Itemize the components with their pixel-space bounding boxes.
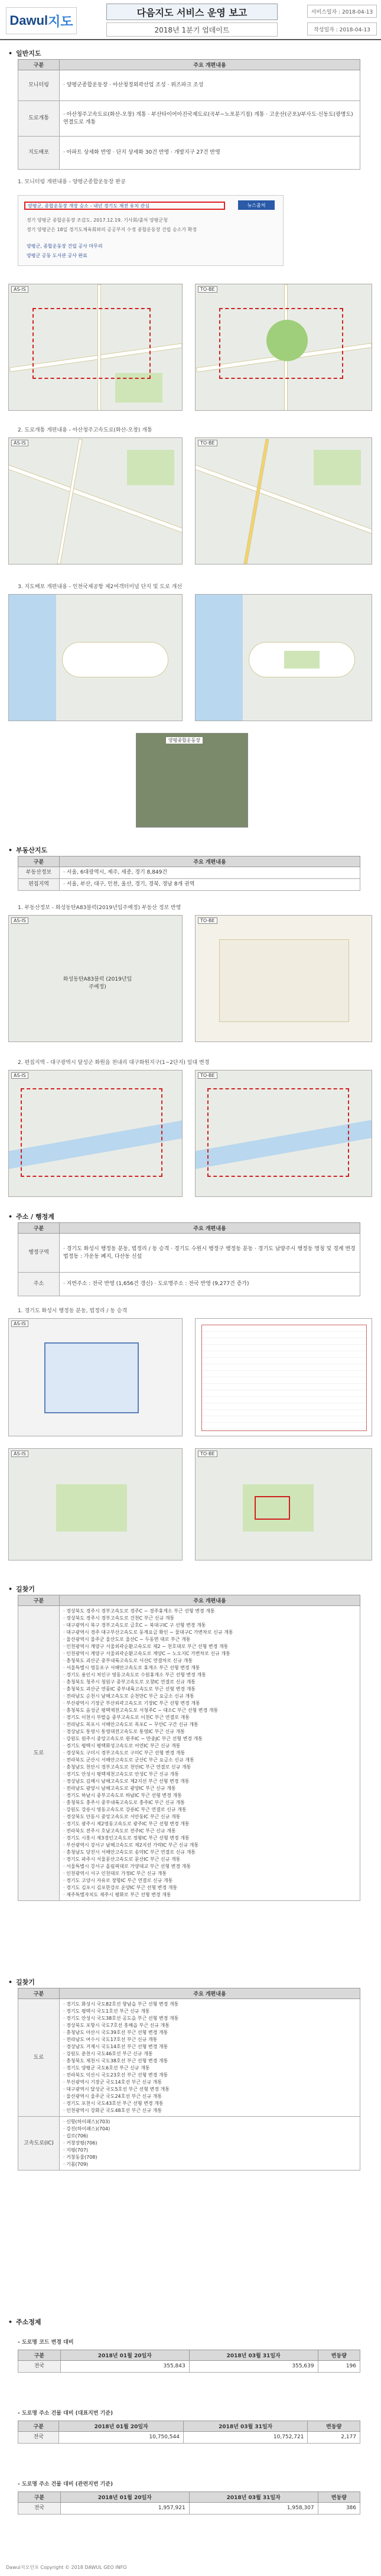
news-line: 경기 양평군 종합운동장 조감도. 2017.12.19. 기사회/출처 양평군청 — [27, 218, 168, 223]
list-item: · 전라북도 군산시 서해안고속도로 군산C 부근 요금소 신규 개통 — [63, 1757, 194, 1763]
table-row: 지도배포 · 아파트 상세화 반영 · 단지 상세화 30건 반영 · 개발지구 27건 반영 — [18, 137, 360, 170]
table-row: 전국 355,843 355,639 196 — [18, 2361, 360, 2373]
list-item: · 전라남도 여수시 국도17호선 부근 신규 개통 — [63, 2037, 158, 2042]
map-tobe-5: TO-BE — [195, 1070, 372, 1197]
item-road-open: 2. 도로개통 개편내용 - 아산청주고속도로(화산-오창) 개통 — [18, 427, 152, 433]
news-headline: 양평군, 종합운동장 개장 승소 - 내년 경기도 체전 유치 관심 — [24, 202, 225, 210]
stats-title: - 도로명 주소 건물 대비 (대표지번 기준) — [18, 2410, 113, 2416]
list-item: · 강원도 춘천시 국도46호선 부근 신규 개통 — [63, 2051, 153, 2056]
realestate-table: 구분 주요 개편내용 부동산정보 · 서울, 6대광역시, 제주, 세종, 경기 8,849건 편집지역 · 서울, 부산, 대구, 인천, 울산, 경기, 경북, 경남 8개 권역 — [18, 856, 360, 891]
table-row: 전국 1,957,921 1,958,307 386 — [18, 2503, 360, 2515]
list-item: · 경기도 안성시 평택제천고속도로 안성C 부근 신규 개통 — [63, 1772, 179, 1777]
list-item: · 서울특별시 강서구 올림픽대로 가양대교 부근 선형 변경 개통 — [63, 1864, 191, 1869]
list-item: · 경상남도 통영시 통영대전고속도로 통영IC 부근 신규 개통 — [63, 1729, 185, 1734]
list-item: · 전라남도 광양시 남해고속도로 광양IC 부근 신규 개통 — [63, 1786, 176, 1791]
footer: Dawul지오인포 Copyright © 2018 DAWUL GEO INFO — [6, 2565, 127, 2570]
news-link: 양평군 공동 도서관 공사 완료 — [27, 253, 87, 258]
address-table: 구분 주요 개편내용 행정구역 · 경기도 화성시 행정동 분동, 법정리 / 동 승격 · 경기도 수원시 행정구 행정동 분동 · 경기도 남양주시 행정동 명칭 및 경계 변경 법정동 : 가운동 폐지, 다산동 신설 주소 · 지번주소 : 전국 반영 (1,656건 갱신) · 도로명주소 : 전국 반영 (9,277건 증가) — [18, 1222, 360, 1296]
list-item: · 부산광역시 강서구 남해고속도로 제2지선 가락IC 부근 신규 개통 — [63, 1842, 199, 1848]
list-item: · 인천광역시 계양구 서울외곽순환고속도로 계양C ~ 노오지C 가변차로 신규 개통 — [63, 1651, 230, 1656]
table-row: 고속도로(IC) · 신항(하이패스)(703) · 강진(하이패스)(704) · 길로(706) · 거창장평(706) · 지평(707) · 거창동물(708) · 기몸(709) — [18, 2117, 360, 2171]
item-edit-area: 2. 편집지역 - 대구광역시 달성군 화원읍 천내리 대구화원지구(1~2단지) 일대 변경 — [18, 1060, 210, 1066]
table-row: 편집지역 · 서울, 부산, 대구, 인천, 울산, 경기, 경북, 경남 8개 권역 — [18, 879, 360, 891]
list-item: · 경상남도 김해시 남해고속도로 제2지선 부근 선형 변경 개통 — [63, 1779, 190, 1784]
ic-update-list — [60, 2117, 360, 2171]
map-district-asis: AS-IS — [8, 1318, 183, 1436]
road2-update-list — [60, 1999, 360, 2117]
list-item: · 제주특별자치도 제주시 평화로 부근 선형 변경 개통 — [63, 1892, 171, 1897]
list-item: · 경기도 양평군 국도6호선 부근 신규 개통 — [63, 2065, 150, 2071]
stats-table: 구분 2018년 01월 20일자 2018년 03월 31일자 변동량 전국 355,843 355,639 196 — [18, 2350, 360, 2373]
list-item: · 경상북도 안동시 중앙고속도로 서안동IC 부근 신규 개통 — [63, 1814, 181, 1819]
map-asis-4: AS-IS 화성동탄A83블럭 (2019년입주예정) — [8, 915, 183, 1042]
item-realestate-info: 1. 부동산정보 - 화성동탄A83블럭(2019년입주예정) 부동산 정보 반영 — [18, 905, 181, 911]
table-row: 도로 · 경기도 화성시 국도82호선 향남읍 부근 선형 변경 개통 · 경기도 평택시 국도1호선 부근 신규 개통 · 경기도 안성시 국도38호선 공도읍 부근 선형 변경 개통 · 경상북도 포항시 국도7호선 흥해읍 부근 신규 개통 · 충청남도 아산시 국도39호선 부근 선형 변경 개통 · 전라남도 여수시 국도17호선 부근 신규 개통 · 경상남도 거제시 국도14호선 부근 선형 변경 개통 · 강원도 춘천시 국도46호선 부근 신규 개통 · 충청북도 제천시 국도38호선 부근 선형 변경 개통 · 경기도 양평군 국도6호선 부근 신규 개통 · 전라북도 익산시 국도23호선 부근 선형 변경 개통 · 부산광역시 기장군 국도14호선 부근 신규 개통 · 대구광역시 달성군 국도5호선 부근 선형 변경 개통 · 울산광역시 울주군 국도24호선 부근 신규 개통 · 경기도 포천시 국도43호선 부근 선형 변경 개통 · 인천광역시 강화군 국도48호선 부근 신규 개통 — [18, 1999, 360, 2117]
list-item: · 전라남도 목포시 서해안고속도로 목포C ~ 무안C 구간 신규 개통 — [63, 1722, 198, 1727]
list-item: · 부산광역시 기장군 부산외곽고속도로 기장IC 부근 선형 변경 개통 — [63, 1701, 200, 1706]
list-item: · 충청북도 제천시 국도38호선 부근 선형 변경 개통 — [63, 2058, 168, 2064]
list-item: · 울산광역시 울주군 국도24호선 부근 신규 개통 — [63, 2094, 162, 2099]
report-header — [0, 0, 381, 40]
list-item: · 경기도 화성시 국도82호선 향남읍 부근 선형 변경 개통 — [63, 2001, 179, 2007]
map-tobe-6: TO-BE — [195, 1448, 372, 1560]
table-row: 도로 · 경상북도 경주시 경부고속도로 경주C ~ 경주휴게소 부근 선형 변경 개통 · 경상북도 경주시 경부고속도로 건천C 부근 신규 개통 · 대구광역시 북구 경부고속도로 금호C ~ 북대구IC 구 선형 변경 개통 · 대구광역시 경주 대구부산고속도로 동계요금 확인 ~ 물대구C 가변차로 신규 개통 · 울산광역시 울주군 울산도로 울산C ~ 두동면 대로 부근 개통 · 인천광역시 계양구 서울외곽순환고속도로 제2 ~ 천호대로 부근 선형 변경 개통 · 인천광역시 계양구 서울외곽순환고속도로 계양C ~ 노오지C 가변차로 신규 개통 · 충청북도 괴산군 중부내륙고속도로 서산C 연결차로 신규 개통 · 서울특별시 영등포구 서해안고속도로 휴게소 부근 선형 변경 개통 · 경기도 용인시 처인구 영동고속도로 수원휴게소 부근 선형 변경 개통 · 충청북도 청주시 청원구 중부고속도로 오창IC 연결로 신규 개통 · 충청북도 괴산군 연풍IC 중부내륙고속도로 부근 선형 변경 개통 · 전라남도 순천시 남해고속도로 순천만C 부근 요금소 신규 개통 · 부산광역시 기장군 부산외곽고속도로 기장IC 부근 선형 변경 개통 · 충청북도 음성군 평택제천고속도로 서청주C ~ 대소C 부근 선형 변경 개통 · 경기도 이천시 부발읍 중부고속도로 이천C 부근 연결로 개통 · 전라남도 목포시 서해안고속도로 목포C ~ 무안C 구간 신규 개통 · 경상남도 통영시 통영대전고속도로 통영IC 부근 신규 개통 · 강원도 원주시 중앙고속도로 원주IC ~ 만종JC 부근 선형 변경 개통 · 경기도 평택시 평택화성고속도로 어연IC 부근 신규 개통 · 경상북도 구미시 경부고속도로 구미C 부근 선형 변경 개통 · 전라북도 군산시 서해안고속도로 군산C 부근 요금소 신규 개통 · 충청남도 천안시 경부고속도로 천안IC 부근 연결로 신규 개통 · 경기도 안성시 평택제천고속도로 안성C 부근 신규 개통 · 경상남도 김해시 남해고속도로 제2지선 부근 선형 변경 개통 · 전라남도 광양시 남해고속도로 광양IC 부근 신규 개통 · 경기도 하남시 중부고속도로 하남IC 부근 선형 변경 개통 · 충청북도 충주시 중부내륙고속도로 충주IC 부근 신규 개통 · 강원도 강릉시 영동고속도로 강릉IC 부근 연결로 신규 개통 · 경상북도 안동시 중앙고속도로 서안동IC 부근 신규 개통 · 경기도 광주시 제2영동고속도로 광주IC 부근 선형 변경 개통 · 전라북도 전주시 호남고속도로 전주IC 부근 신규 개통 · 경기도 시흥시 제3경인고속도로 정왕IC 부근 선형 변경 개통 · 부산광역시 강서구 남해고속도로 제2지선 가락IC 부근 신규 개통 · 충청남도 당진시 서해안고속도로 송악IC 부근 연결로 신규 개통 · 경기도 파주시 서울문산고속도로 문산IC 부근 신규 개통 · 서울특별시 강서구 올림픽대로 가양대교 부근 선형 변경 개통 · 인천광역시 서구 인천대로 가정IC 부근 신규 개통 · 경기도 고양시 자유로 장항IC 부근 연결로 신규 개통 · 경기도 김포시 김포한강로 운양IC 부근 선형 변경 개통 · 제주특별자치도 제주시 평화로 부근 선형 변경 개통 — [18, 1606, 360, 1901]
table-row: 전국 10,750,544 10,752,721 2,177 — [18, 2432, 360, 2444]
news-capture — [18, 195, 284, 266]
list-item: · 거창장평(706) — [63, 2140, 97, 2146]
stadium-photo: 양평종합운동장 — [136, 733, 248, 828]
col-content: 주요 개편내용 — [60, 60, 360, 70]
stats-table: 구분 2018년 01월 20일자 2018년 03월 31일자 변동량 전국 1,957,921 1,958,307 386 — [18, 2491, 360, 2515]
item-monitoring: 1. 모니터링 개편내용 - 양평군종합운동장 완공 — [18, 179, 126, 185]
list-item: · 인천광역시 강화군 국도48호선 부근 신규 개통 — [63, 2108, 162, 2113]
list-item: · 경기도 하남시 중부고속도로 하남IC 부근 선형 변경 개통 — [63, 1793, 182, 1798]
list-item: · 경상북도 구미시 경부고속도로 구미C 부근 선형 변경 개통 — [63, 1750, 185, 1756]
list-item: · 경기도 포천시 국도43호선 부근 선형 변경 개통 — [63, 2101, 164, 2106]
company-logo: Dawul 지도 — [6, 7, 77, 34]
report-title: 다음지도 서비스 운영 보고 — [106, 4, 278, 20]
list-item: · 강원도 원주시 중앙고속도로 원주IC ~ 만종JC 부근 선형 변경 개통 — [63, 1736, 203, 1741]
list-item: · 경기도 평택시 국도1호선 부근 신규 개통 — [63, 2009, 150, 2014]
list-item: · 신항(하이패스)(703) — [63, 2119, 110, 2124]
general-map-table — [18, 59, 360, 170]
list-item: · 대구광역시 경주 대구부산고속도로 동계요금 확인 ~ 물대구C 가변차로 신규 개통 — [63, 1630, 233, 1635]
col-category: 구분 — [18, 60, 60, 70]
item-hwaseong: 1. 경기도 화성시 행정동 분동, 법정리 / 동 승격 — [18, 1308, 128, 1314]
item-map-update: 3. 지도배포 개편내용 - 인천국제공항 제2여객터미널 단지 및 도로 개선 — [18, 584, 183, 590]
map-asis-5: AS-IS — [8, 1070, 183, 1197]
list-item: · 충청북도 괴산군 연풍IC 중부내륙고속도로 부근 선형 변경 개통 — [63, 1686, 196, 1692]
list-item: · 길로(706) — [63, 2133, 89, 2139]
map-tobe-4: TO-BE — [195, 915, 372, 1042]
list-item: · 경기도 김포시 김포한강로 운양IC 부근 선형 변경 개통 — [63, 1885, 178, 1890]
list-item: · 대구광역시 달성군 국도5호선 부근 선형 변경 개통 — [63, 2087, 170, 2092]
list-item: · 지평(707) — [63, 2147, 89, 2153]
list-item: · 경상북도 경주시 경부고속도로 건천C 부근 신규 개통 — [63, 1615, 175, 1621]
list-item: · 충청남도 당진시 서해안고속도로 송악IC 부근 연결로 신규 개통 — [63, 1850, 196, 1855]
map-asis-3 — [8, 594, 183, 721]
directions-table-2: 구분 주요 개편내용 도로 · 경기도 화성시 국도82호선 향남읍 부근 선형 변경 개통 · 경기도 평택시 국도1호선 부근 신규 개통 · 경기도 안성시 국도38호선 공도읍 부근 선형 변경 개통 · 경상북도 포항시 국도7호선 흥해읍 부근 신규 개통 · 충청남도 아산시 국도39호선 부근 선형 변경 개통 · 전라남도 여수시 국도17호선 부근 신규 개통 · 경상남도 거제시 국도14호선 부근 선형 변경 개통 · 강원도 춘천시 국도46호선 부근 신규 개통 · 충청북도 제천시 국도38호선 부근 선형 변경 개통 · 경기도 양평군 국도6호선 부근 신규 개통 · 전라북도 익산시 국도23호선 부근 선형 변경 개통 · 부산광역시 기장군 국도14호선 부근 신규 개통 · 대구광역시 달성군 국도5호선 부근 선형 변경 개통 · 울산광역시 울주군 국도24호선 부근 신규 개통 · 경기도 포천시 국도43호선 부근 선형 변경 개통 · 인천광역시 강화군 국도48호선 부근 신규 개통 고속도로(IC) · 신항(하이패스)(703) · 강진(하이패스)(704) · 길로(706) · 거창장평(706) · 지평(707) · 거창동물(708) · 기몸(709) — [18, 1988, 360, 2171]
directions-table: 구분 주요 개편내용 도로 · 경상북도 경주시 경부고속도로 경주C ~ 경주휴게소 부근 선형 변경 개통 · 경상북도 경주시 경부고속도로 건천C 부근 신규 개통 · 대구광역시 북구 경부고속도로 금호C ~ 북대구IC 구 선형 변경 개통 · 대구광역시 경주 대구부산고속도로 동계요금 확인 ~ 물대구C 가변차로 신규 개통 · 울산광역시 울주군 울산도로 울산C ~ 두동면 대로 부근 개통 · 인천광역시 계양구 서울외곽순환고속도로 제2 ~ 천호대로 부근 선형 변경 개통 · 인천광역시 계양구 서울외곽순환고속도로 계양C ~ 노오지C 가변차로 신규 개통 · 충청북도 괴산군 중부내륙고속도로 서산C 연결차로 신규 개통 · 서울특별시 영등포구 서해안고속도로 휴게소 부근 선형 변경 개통 · 경기도 용인시 처인구 영동고속도로 수원휴게소 부근 선형 변경 개통 · 충청북도 청주시 청원구 중부고속도로 오창IC 연결로 신규 개통 · 충청북도 괴산군 연풍IC 중부내륙고속도로 부근 선형 변경 개통 · 전라남도 순천시 남해고속도로 순천만C 부근 요금소 신규 개통 · 부산광역시 기장군 부산외곽고속도로 기장IC 부근 선형 변경 개통 · 충청북도 음성군 평택제천고속도로 서청주C ~ 대소C 부근 선형 변경 개통 · 경기도 이천시 부발읍 중부고속도로 이천C 부근 연결로 개통 · 전라남도 목포시 서해안고속도로 목포C ~ 무안C 구간 신규 개통 · 경상남도 통영시 통영대전고속도로 통영IC 부근 신규 개통 · 강원도 원주시 중앙고속도로 원주IC ~ 만종JC 부근 선형 변경 개통 · 경기도 평택시 평택화성고속도로 어연IC 부근 신규 개통 · 경상북도 구미시 경부고속도로 구미C 부근 선형 변경 개통 · 전라북도 군산시 서해안고속도로 군산C 부근 요금소 신규 개통 · 충청남도 천안시 경부고속도로 천안IC 부근 연결로 신규 개통 · 경기도 안성시 평택제천고속도로 안성C 부근 신규 개통 · 경상남도 김해시 남해고속도로 제2지선 부근 선형 변경 개통 · 전라남도 광양시 남해고속도로 광양IC 부근 신규 개통 · 경기도 하남시 중부고속도로 하남IC 부근 선형 변경 개통 · 충청북도 충주시 중부내륙고속도로 충주IC 부근 신규 개통 · 강원도 강릉시 영동고속도로 강릉IC 부근 연결로 신규 개통 · 경상북도 안동시 중앙고속도로 서안동IC 부근 신규 개통 · 경기도 광주시 제2영동고속도로 광주IC 부근 선형 변경 개통 · 전라북도 전주시 호남고속도로 전주IC 부근 신규 개통 · 경기도 시흥시 제3경인고속도로 정왕IC 부근 선형 변경 개통 · 부산광역시 강서구 남해고속도로 제2지선 가락IC 부근 신규 개통 · 충청남도 당진시 서해안고속도로 송악IC 부근 연결로 신규 개통 · 경기도 파주시 서울문산고속도로 문산IC 부근 신규 개통 · 서울특별시 강서구 올림픽대로 가양대교 부근 선형 변경 개통 · 인천광역시 서구 인천대로 가정IC 부근 신규 개통 · 경기도 고양시 자유로 장항IC 부근 연결로 신규 개통 · 경기도 김포시 김포한강로 운양IC 부근 선형 변경 개통 · 제주특별자치도 제주시 평화로 부근 선형 변경 개통 — [18, 1595, 360, 1901]
section-address: • 주소 / 행정계 — [8, 1212, 54, 1221]
list-item: · 거창동물(708) — [63, 2155, 97, 2160]
list-item: · 경상남도 거제시 국도14호선 부근 선형 변경 개통 — [63, 2044, 168, 2049]
table-row: 도로개통 · 아산청주고속도로(화산-오창) 개통 · 부산타이어아진국제도로(곡부~노포분기점) 개통 · 고운산(군포)/부사도·신동도(광명도) 연결도로 개통 — [18, 101, 360, 137]
map-label: 화성동탄A83블럭 (2019년입주예정) — [63, 976, 132, 990]
list-item: · 인천광역시 서구 인천대로 가정IC 부근 신규 개통 — [63, 1871, 167, 1876]
table-row: 주소 · 지번주소 : 전국 반영 (1,656건 갱신) · 도로명주소 : 전국 반영 (9,277건 증가) — [18, 1273, 360, 1296]
table-row: 부동산정보 · 서울, 6대광역시, 제주, 세종, 경기 8,849건 — [18, 867, 360, 879]
road-update-list — [60, 1606, 360, 1901]
list-item: · 대구광역시 북구 경부고속도로 금호C ~ 북대구IC 구 선형 변경 개통 — [63, 1623, 206, 1628]
written-date: 작성일자 : 2018-04-13 — [307, 22, 377, 35]
list-item: · 경기도 평택시 평택화성고속도로 어연IC 부근 신규 개통 — [63, 1743, 181, 1748]
district-table-image — [195, 1318, 372, 1436]
table-row: 행정구역 · 경기도 화성시 행정동 분동, 법정리 / 동 승격 · 경기도 수원시 행정구 행정동 분동 · 경기도 남양주시 행정동 명칭 및 경계 변경 법정동 : 가운동 폐지, 다산동 신설 — [18, 1234, 360, 1273]
map-tobe-3 — [195, 594, 372, 721]
list-item: · 경기도 시흥시 제3경인고속도로 정왕IC 부근 선형 변경 개통 — [63, 1835, 190, 1841]
map-asis-1: AS-IS — [8, 284, 183, 411]
list-item: · 충청북도 음성군 평택제천고속도로 서청주C ~ 대소C 부근 선형 변경 개통 — [63, 1708, 219, 1713]
list-item: · 충청북도 충주시 중부내륙고속도로 충주IC 부근 신규 개통 — [63, 1800, 185, 1805]
stats-title: - 도로명 주소 건물 대비 (관련지번 기준) — [18, 2481, 113, 2487]
list-item: · 인천광역시 계양구 서울외곽순환고속도로 제2 ~ 천호대로 부근 선형 변경 개통 — [63, 1644, 229, 1649]
service-date: 서비스일자 : 2018-04-13 — [307, 5, 377, 18]
list-item: · 전라남도 순천시 남해고속도로 순천만C 부근 요금소 신규 개통 — [63, 1693, 194, 1699]
section-directions: • 길찾기 — [8, 1584, 35, 1594]
section-address-clean: • 주소정제 — [8, 2317, 41, 2327]
section-general-map: • 일반지도 — [8, 48, 41, 58]
list-item: · 강진(하이패스)(704) — [63, 2126, 110, 2131]
list-item: · 전라북도 익산시 국도23호선 부근 선형 변경 개통 — [63, 2072, 168, 2078]
list-item: · 경상북도 포항시 국도7호선 흥해읍 부근 신규 개통 — [63, 2023, 170, 2028]
map-tobe-2: TO-BE — [195, 437, 372, 564]
list-item: · 경기도 이천시 부발읍 중부고속도로 이천C 부근 연결로 개통 — [63, 1715, 190, 1720]
map-tobe-1: TO-BE — [195, 284, 372, 411]
list-item: · 경상북도 경주시 경부고속도로 경주C ~ 경주휴게소 부근 선형 변경 개통 — [63, 1608, 215, 1614]
list-item: · 경기도 고양시 자유로 장항IC 부근 연결로 신규 개통 — [63, 1878, 173, 1883]
list-item: · 경기도 용인시 처인구 영동고속도로 수원휴게소 부근 선형 변경 개통 — [63, 1672, 206, 1678]
list-item: · 강원도 강릉시 영동고속도로 강릉IC 부근 연결로 신규 개통 — [63, 1807, 187, 1812]
list-item: · 부산광역시 기장군 국도14호선 부근 신규 개통 — [63, 2079, 162, 2085]
table-row: 모니터링 · 양평군종합운동장 · 아산청정외곽산업 조성 · 위즈파크 조성 — [18, 70, 360, 101]
list-item: · 경기도 파주시 서울문산고속도로 문산IC 부근 신규 개통 — [63, 1857, 181, 1862]
news-source-button[interactable]: 뉴스출처 — [238, 200, 275, 210]
list-item: · 경기도 광주시 제2영동고속도로 광주IC 부근 선형 변경 개통 — [63, 1821, 190, 1826]
news-link: 양평군, 종합운동장 건립 공사 마무리 — [27, 244, 103, 249]
news-line: 경기 양평군은 18일 경기도체육회와의 공공부지 수정 종합운동장 건립 승소가 확정 — [27, 227, 197, 232]
section-realestate: • 부동산지도 — [8, 845, 47, 855]
list-item: · 기몸(709) — [63, 2162, 89, 2167]
list-item: · 충청남도 천안시 경부고속도로 천안IC 부근 연결로 신규 개통 — [63, 1764, 191, 1770]
list-item: · 울산광역시 울주군 울산도로 울산C ~ 두동면 대로 부근 개통 — [63, 1637, 191, 1642]
section-directions-2: • 길찾기 — [8, 1977, 35, 1987]
list-item: · 충청북도 청주시 청원구 중부고속도로 오창IC 연결로 신규 개통 — [63, 1679, 196, 1685]
report-subtitle: 2018년 1분기 업데이트 — [106, 22, 278, 37]
map-asis-2: AS-IS — [8, 437, 183, 564]
list-item: · 충청남도 아산시 국도39호선 부근 선형 변경 개통 — [63, 2030, 168, 2035]
list-item: · 경기도 안성시 국도38호선 공도읍 부근 선형 변경 개통 — [63, 2016, 179, 2021]
map-asis-6: AS-IS — [8, 1448, 183, 1560]
stats-title: - 도로명 코드 변경 대비 — [18, 2340, 74, 2345]
list-item: · 전라북도 전주시 호남고속도로 전주IC 부근 신규 개통 — [63, 1828, 176, 1834]
stats-table: 구분 2018년 01월 20일자 2018년 03월 31일자 변동량 전국 10,750,544 10,752,721 2,177 — [18, 2421, 360, 2444]
list-item: · 충청북도 괴산군 중부내륙고속도로 서산C 연결차로 신규 개통 — [63, 1658, 193, 1663]
list-item: · 서울특별시 영등포구 서해안고속도로 휴게소 부근 선형 변경 개통 — [63, 1665, 200, 1670]
